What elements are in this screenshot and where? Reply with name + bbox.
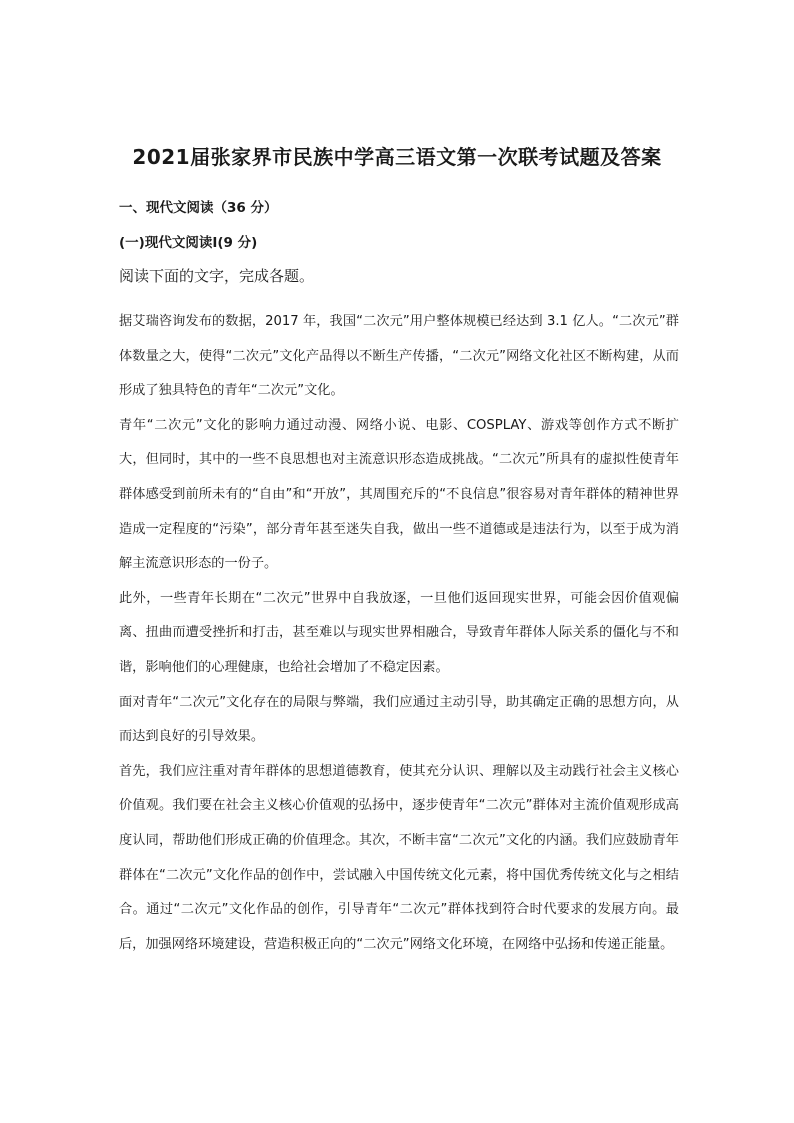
passage-body xyxy=(119,305,679,962)
reading-instruction: 阅读下面的文字，完成各题。 xyxy=(119,267,315,285)
passage-paragraph-4: 面对青年“二次元”文化存在的局限与弊端，我们应通过主动引导，助其确定正确的思想方向，从而达到良好的引导效果。 xyxy=(119,694,679,745)
sub-heading: (一)现代文阅读I(9 分) xyxy=(119,235,258,251)
passage-paragraph-1: 据艾瑞咨询发布的数据，2017 年，我国“二次元”用户整体规模已经达到 3.1 亿人。“二次元”群体数量之大，使得“二次元”文化产品得以不断生产传播，“二次元”网络文化社区不断构建，从而形成了独具特色的青年“二次元”文化。 xyxy=(119,314,679,399)
passage-paragraph-3: 此外，一些青年长期在“二次元”世界中自我放逐，一旦他们返回现实世界，可能会因价值观偏离、扭曲而遭受挫折和打击，甚至难以与现实世界相融合，导致青年群体人际关系的僵化与不和谐，影响他们的心理健康，也给社会增加了不稳定因素。 xyxy=(119,590,679,675)
passage-paragraph-5: 首先，我们应注重对青年群体的思想道德教育，使其充分认识、理解以及主动践行社会主义核心价值观。我们要在社会主义核心价值观的弘扬中，逐步使青年“二次元”群体对主流价值观形成高度认同，帮助他们形成正确的价值理念。其次，不断丰富“二次元”文化的内涵。我们应鼓励青年群体在“二次元”文化作品的创作中，尝试融入中国传统文化元素，将中国优秀传统文化与之相结合。通过“二次元”文化作品的创作，引导青年“二次元”群体找到符合时代要求的发展方向。最后，加强网络环境建设，营造积极正向的“二次元”网络文化环境，在网络中弘扬和传递正能量。 xyxy=(119,763,679,952)
document-title: 2021届张家界市民族中学高三语文第一次联考试题及答案 xyxy=(132,145,662,169)
passage-paragraph-2: 青年“二次元”文化的影响力通过动漫、网络小说、电影、COSPLAY、游戏等创作方式不断扩大，但同时，其中的一些不良思想也对主流意识形态造成挑战。“二次元”所具有的虚拟性使青年群体感受到前所未有的“自由”和“开放”，其周围充斥的“不良信息”很容易对青年群体的精神世界造成一定程度的“污染”，部分青年甚至迷失自我，做出一些不道德或是违法行为，以至于成为消解主流意识形态的一份子。 xyxy=(119,417,679,572)
section-heading: 一、现代文阅读（36 分） xyxy=(119,200,278,216)
